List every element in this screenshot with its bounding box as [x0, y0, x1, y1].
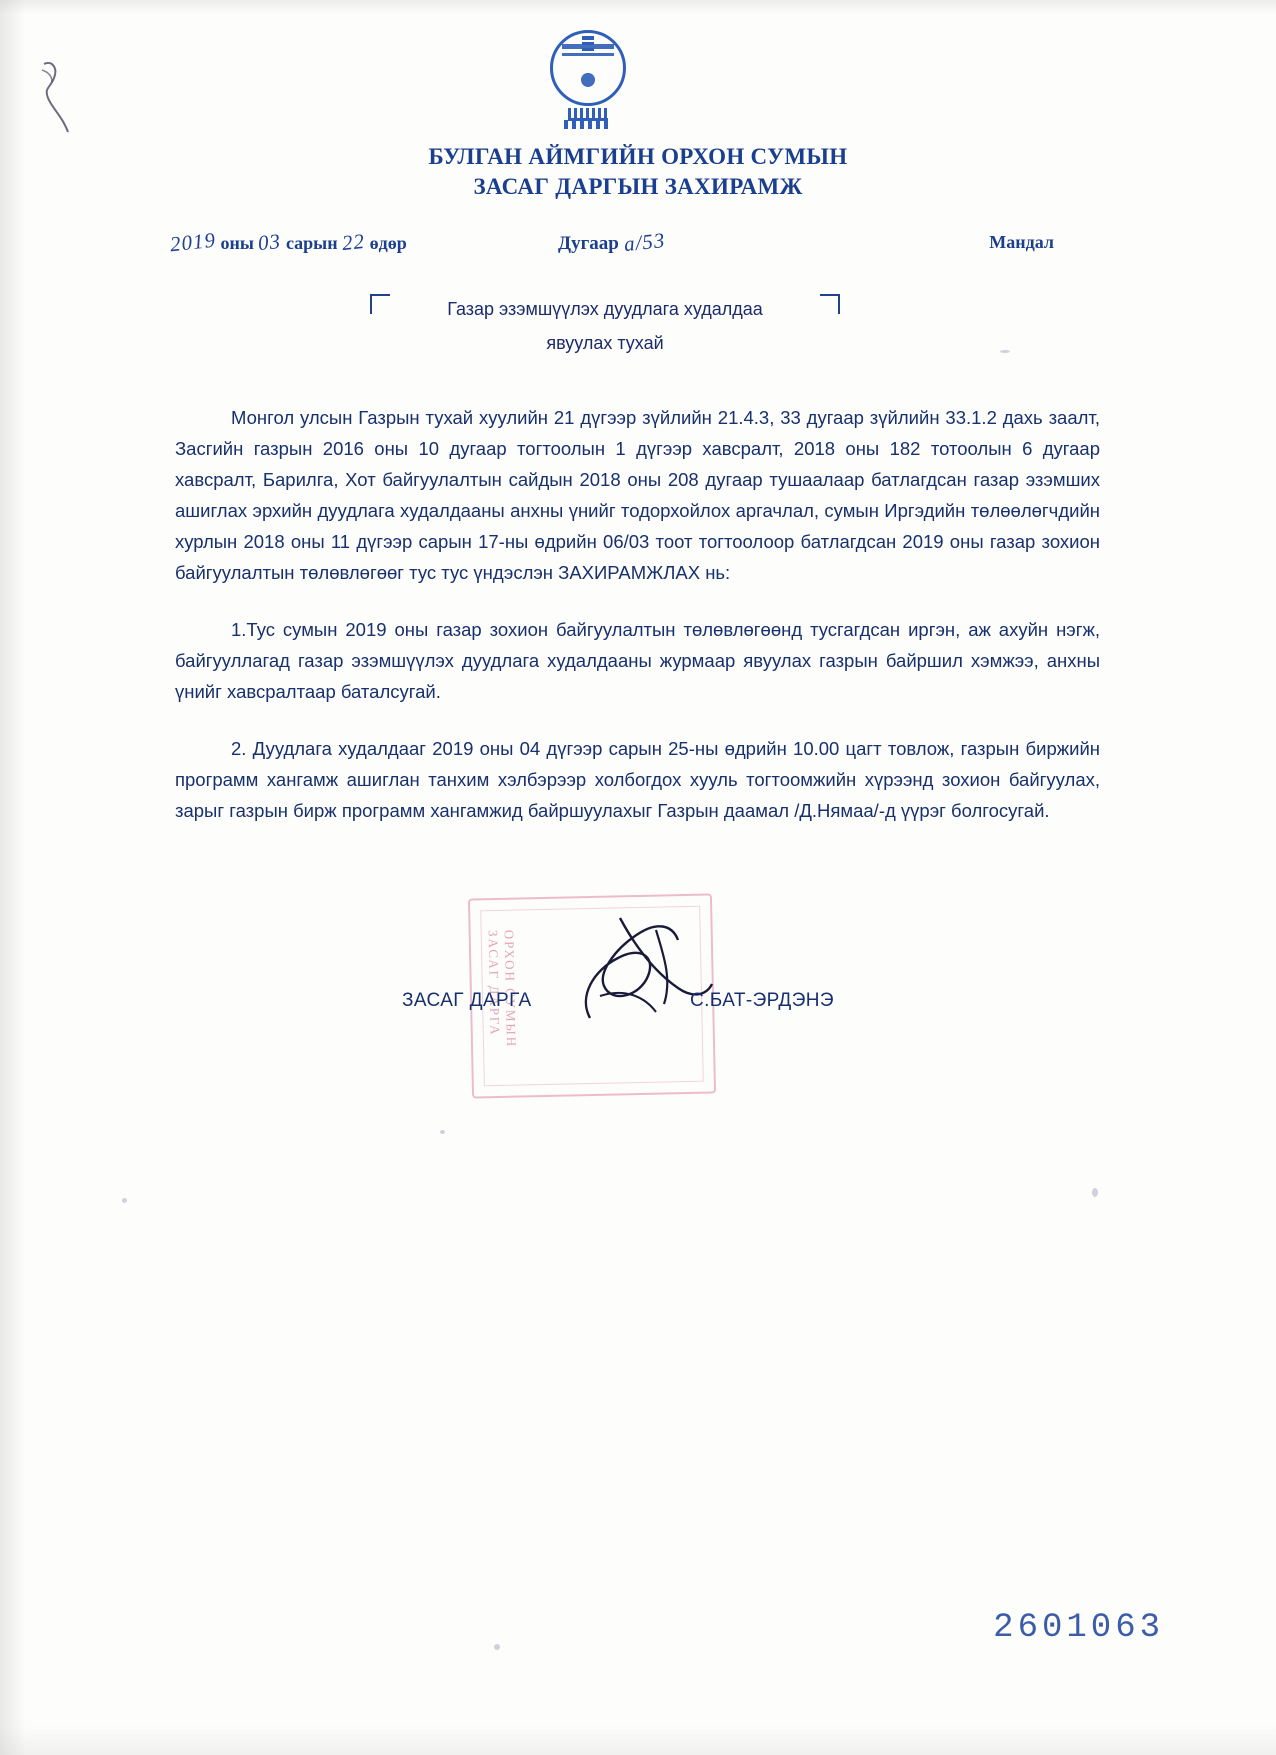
signature-title: ЗАСАГ ДАРГА	[402, 990, 532, 1011]
date-month-value: 03	[257, 228, 283, 256]
date-year-value: 2019	[168, 227, 218, 257]
body-paragraph-item-2: 2. Дуудлага худалдааг 2019 оны 04 дүгээр сарын 25-ны өдрийн 10.00 цагт товлож, газрын биржийн программ хангамж ашиглан танхим хэлбэрээр холбогдох хууль тогтоомжийн хүрээнд зохион байгуулах, зарыг газрын бирж программ хангамжид байршуулахыг Газрын даамал /Д.Нямаа/-д үүрэг болгосугай.	[175, 738, 1100, 821]
document-number	[558, 227, 666, 257]
body-paragraph-item-1: 1.Тус сумын 2019 оны газар зохион байгуулалтын төлөвлөгөөнд тусгагдсан иргэн, аж ахуйн нэгж, байгууллагад газар эзэмшүүлэх дуудлага худалдааны журмаар явуулах газрын байршил хэмжээ, анхны үнийг хавсралтаар баталсугай.	[175, 619, 1100, 702]
footer-document-number: 2601063	[993, 1609, 1164, 1647]
scan-speck	[1092, 1188, 1098, 1197]
state-emblem-icon	[538, 22, 638, 134]
scan-speck	[494, 1644, 500, 1650]
scan-edge-shadow-left	[0, 0, 26, 1755]
date-day-label: өдөр	[369, 233, 407, 253]
signature-row	[0, 990, 1276, 1030]
subject-line-1: Газар эзэмшүүлэх дуудлага худалдаа	[447, 299, 763, 319]
bracket-corner-left-icon	[370, 294, 390, 314]
subject-line-2: явуулах тухай	[546, 333, 664, 353]
date-day-value: 22	[340, 228, 367, 256]
document-body	[175, 402, 1100, 826]
scan-edge-shadow-bottom	[0, 1725, 1276, 1755]
scan-speck	[440, 1130, 445, 1134]
document-place: Мандал	[989, 232, 1054, 252]
signature-name: С.БАТ-ЭРДЭНЭ	[690, 990, 834, 1011]
document-number-label: Дугаар	[558, 233, 619, 254]
pen-stroke-artifact-icon	[38, 58, 82, 138]
title-line-1: БУЛГАН АЙМГИЙН ОРХОН СУМЫН	[428, 144, 848, 169]
scan-speck	[122, 1198, 127, 1203]
stamp-text: ОРХОН СУМЫН ЗАСАГ ДАРГА	[485, 929, 520, 1049]
body-paragraph-preamble: Монгол улсын Газрын тухай хуулийн 21 дүгээр зүйлийн 21.4.3, 33 дугаар зүйлийн 33.1.2 дахь заалт, Засгийн газрын 2016 оны 10 дугаар тогтоолын 1 дүгээр хавсралт, 2018 оны 182 тотоолын 6 дугаар хавсралт, Барилга, Хот байгуулалтын сайдын 2018 оны 208 дугаар тушаалаар батлагдсан газар эзэмших ашиглах эрхийн дуудлага худалдааны анхны үнийг тодорхойлох аргачлал, сумын Иргэдийн төлөөлөгчдийн хурлын 2018 оны 11 дүгээр сарын 17-ны өдрийн 06/03 тоот тогтоолоор батлагдсан 2019 оны газар зохион байгуулалтын төлөвлөгөөг тус тус үндэслэн ЗАХИРАМЖЛАХ нь:	[175, 407, 1100, 583]
title-line-2: ЗАСАГ ДАРГЫН ЗАХИРАМЖ	[473, 174, 803, 199]
date-year-label: оны	[220, 233, 254, 253]
scan-edge-shadow-top	[0, 0, 1276, 14]
date-month-label: сарын	[285, 233, 338, 253]
scan-speck	[1000, 350, 1010, 353]
document-subject	[370, 292, 840, 360]
document-meta-row	[0, 228, 1276, 262]
bracket-corner-right-icon	[820, 294, 840, 314]
document-number-value: а/53	[622, 227, 666, 257]
document-date	[168, 227, 407, 257]
document-title	[0, 142, 1276, 202]
